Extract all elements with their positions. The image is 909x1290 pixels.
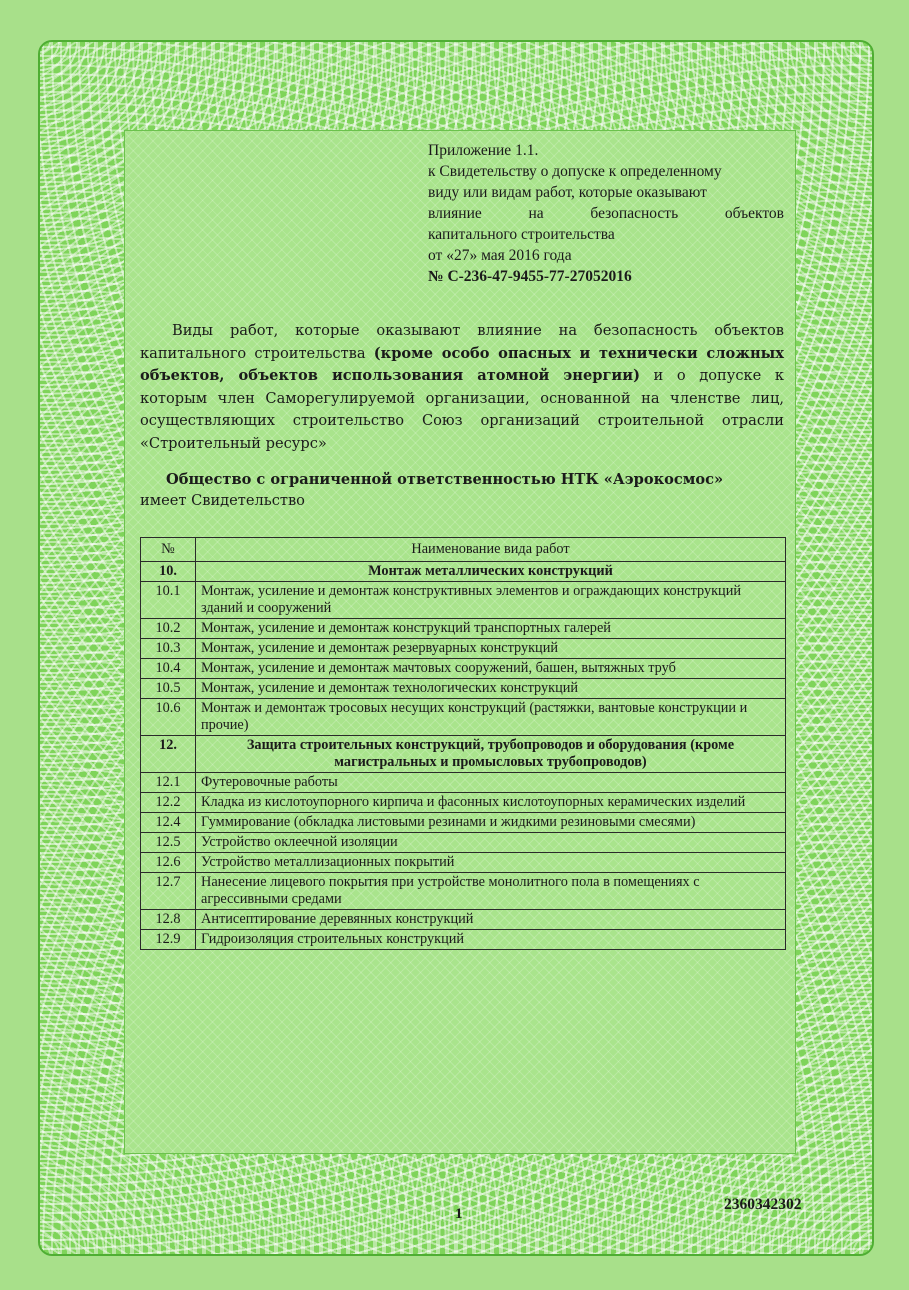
- intro-text: Виды работ, которые оказывают влияние на безопасность объектов капитального строительства: [140, 322, 784, 362]
- row-code: 12.1: [141, 773, 196, 793]
- row-name: Нанесение лицевого покрытия при устройстве монолитного пола в помещениях с агрессивными средами: [196, 873, 786, 910]
- row-name: Кладка из кислотоупорного кирпича и фасонных кислотоупорных керамических изделий: [196, 793, 786, 813]
- table-row: [141, 793, 786, 813]
- table-header-row: [141, 538, 786, 562]
- table-row: [141, 619, 786, 639]
- appendix-line: капитального строительства: [428, 226, 615, 243]
- organization-block: [140, 469, 784, 511]
- table-row: [141, 659, 786, 679]
- table-row: [141, 699, 786, 736]
- intro-paragraph: [140, 320, 784, 455]
- table-row: [141, 679, 786, 699]
- row-name: Гидроизоляция строительных конструкций: [196, 930, 786, 950]
- row-name: Монтаж, усиление и демонтаж конструктивных элементов и ограждающих конструкций зданий и сооружений: [196, 582, 786, 619]
- row-name: Антисептирование деревянных конструкций: [196, 910, 786, 930]
- row-name: Монтаж, усиление и демонтаж мачтовых сооружений, башен, вытяжных труб: [196, 659, 786, 679]
- row-code: 12.2: [141, 793, 196, 813]
- row-name: Монтаж, усиление и демонтаж конструкций транспортных галерей: [196, 619, 786, 639]
- table-row: [141, 910, 786, 930]
- table-row: [141, 736, 786, 773]
- certificate-number: № С-236-47-9455-77-27052016: [428, 268, 632, 285]
- table-row: [141, 930, 786, 950]
- intro-text: и о допуске к которым член Саморегулируемой организации, основанной на членстве лиц, осуществляющих строительство Союз организаций строительной отрасли «Строительный ресурс»: [140, 367, 784, 452]
- appendix-header: [428, 140, 784, 287]
- table-row: [141, 582, 786, 619]
- intro-bold-text: (кроме особо опасных и технически сложных объектов, объектов использования атомной энергии): [140, 344, 784, 384]
- table-row: [141, 562, 786, 582]
- row-code: 12.6: [141, 853, 196, 873]
- row-code: 12.: [141, 736, 196, 773]
- row-code: 10.6: [141, 699, 196, 736]
- appendix-line: к Свидетельству о допуске к определенному: [428, 163, 722, 180]
- appendix-line: влияние на безопасность объектов: [428, 205, 784, 222]
- page-number: 1: [455, 1206, 463, 1222]
- serial-number: 2360342302: [724, 1196, 802, 1213]
- organization-name: Общество с ограниченной ответственностью НТК «Аэрокосмос»: [166, 471, 724, 488]
- row-code: 10.4: [141, 659, 196, 679]
- appendix-line: виду или видам работ, которые оказывают: [428, 184, 707, 201]
- row-name: Монтаж металлических конструкций: [196, 562, 786, 582]
- row-name: Защита строительных конструкций, трубопроводов и оборудования (кроме магистральных и промысловых трубопроводов): [196, 736, 786, 773]
- row-name: Устройство металлизационных покрытий: [196, 853, 786, 873]
- row-name: Устройство оклеечной изоляции: [196, 833, 786, 853]
- table-row: [141, 773, 786, 793]
- table-row: [141, 639, 786, 659]
- row-code: 10.: [141, 562, 196, 582]
- header-name: Наименование вида работ: [196, 538, 786, 562]
- row-code: 10.2: [141, 619, 196, 639]
- organization-suffix: имеет Свидетельство: [140, 492, 305, 509]
- row-code: 12.7: [141, 873, 196, 910]
- row-code: 10.3: [141, 639, 196, 659]
- row-code: 12.8: [141, 910, 196, 930]
- row-code: 10.1: [141, 582, 196, 619]
- row-code: 10.5: [141, 679, 196, 699]
- works-table-body: [141, 562, 786, 950]
- row-code: 12.5: [141, 833, 196, 853]
- header-num: №: [141, 538, 196, 562]
- row-name: Гуммирование (обкладка листовыми резинами и жидкими резиновыми смесями): [196, 813, 786, 833]
- row-code: 12.4: [141, 813, 196, 833]
- table-row: [141, 853, 786, 873]
- table-row: [141, 813, 786, 833]
- row-name: Футеровочные работы: [196, 773, 786, 793]
- row-code: 12.9: [141, 930, 196, 950]
- appendix-title: Приложение 1.1.: [428, 142, 539, 159]
- row-name: Монтаж и демонтаж тросовых несущих конструкций (растяжки, вантовые конструкции и прочие): [196, 699, 786, 736]
- table-row: [141, 873, 786, 910]
- works-table: [140, 537, 786, 950]
- row-name: Монтаж, усиление и демонтаж технологических конструкций: [196, 679, 786, 699]
- row-name: Монтаж, усиление и демонтаж резервуарных конструкций: [196, 639, 786, 659]
- table-row: [141, 833, 786, 853]
- appendix-date: от «27» мая 2016 года: [428, 247, 572, 264]
